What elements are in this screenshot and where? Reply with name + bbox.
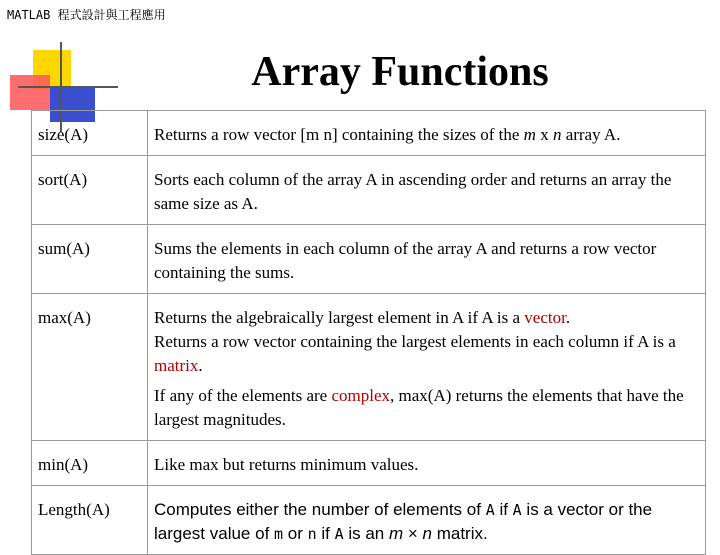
- function-description: [148, 111, 706, 156]
- desc-paragraph: [154, 306, 699, 330]
- desc-text: Computes either the number of elements of: [154, 500, 486, 519]
- highlight-matrix: matrix: [154, 356, 199, 375]
- highlight-complex: complex: [331, 386, 391, 405]
- var-m: m: [388, 524, 404, 543]
- desc-paragraph: [154, 384, 699, 432]
- desc-text: Returns a row vector containing the largest elements in each column if A is a: [154, 332, 676, 351]
- table-row: [32, 225, 706, 294]
- function-name: Length(A): [32, 486, 148, 555]
- code-A: A: [512, 501, 522, 519]
- table-row: [32, 486, 706, 555]
- code-A: A: [485, 501, 495, 519]
- desc-text: if: [494, 500, 513, 519]
- desc-text: Returns the algebraically largest element in A if A is a: [154, 308, 525, 327]
- function-name: sort(A): [32, 156, 148, 225]
- var-m: m: [523, 125, 536, 144]
- function-name: size(A): [32, 111, 148, 156]
- table-row: [32, 111, 706, 156]
- slide-title: Array Functions: [251, 49, 549, 95]
- desc-paragraph: [154, 330, 699, 378]
- decorative-horizontal-line: [18, 86, 118, 88]
- function-description: [148, 486, 706, 555]
- times-symbol: ×: [403, 524, 423, 543]
- desc-text: matrix.: [432, 524, 488, 543]
- array-functions-table: [31, 110, 706, 555]
- desc-text: .: [198, 356, 203, 375]
- desc-text: is a vector or the largest value of: [154, 500, 653, 543]
- function-description: [148, 294, 706, 441]
- table-row: [32, 294, 706, 441]
- function-name: max(A): [32, 294, 148, 441]
- desc-text: array A.: [561, 125, 621, 144]
- code-m: m: [274, 525, 284, 543]
- desc-text: if: [316, 524, 335, 543]
- function-description: Like max but returns minimum values.: [148, 441, 706, 486]
- desc-text: or: [283, 524, 308, 543]
- highlight-vector: vector: [524, 308, 566, 327]
- table-row: [32, 441, 706, 486]
- desc-text: is an: [343, 524, 389, 543]
- decorative-red-square: [10, 75, 50, 110]
- code-n: n: [307, 525, 317, 543]
- var-n: n: [422, 524, 432, 543]
- table-row: [32, 156, 706, 225]
- desc-text: .: [565, 308, 571, 327]
- desc-text: x: [535, 125, 553, 144]
- function-name: min(A): [32, 441, 148, 486]
- function-name: sum(A): [32, 225, 148, 294]
- desc-text: Returns a row vector [m n] containing the sizes of the: [154, 125, 524, 144]
- code-A: A: [334, 525, 344, 543]
- desc-text: , max(A) returns the elements that have the largest magnitudes.: [154, 386, 684, 429]
- desc-text: If any of the elements are: [154, 386, 332, 405]
- function-description: Sums the elements in each column of the array A and returns a row vector containing the sums.: [148, 225, 706, 294]
- var-n: n: [552, 125, 562, 144]
- course-header: MATLAB 程式設計與工程應用: [7, 8, 166, 22]
- function-description: Sorts each column of the array A in ascending order and returns an array the same size as A.: [148, 156, 706, 225]
